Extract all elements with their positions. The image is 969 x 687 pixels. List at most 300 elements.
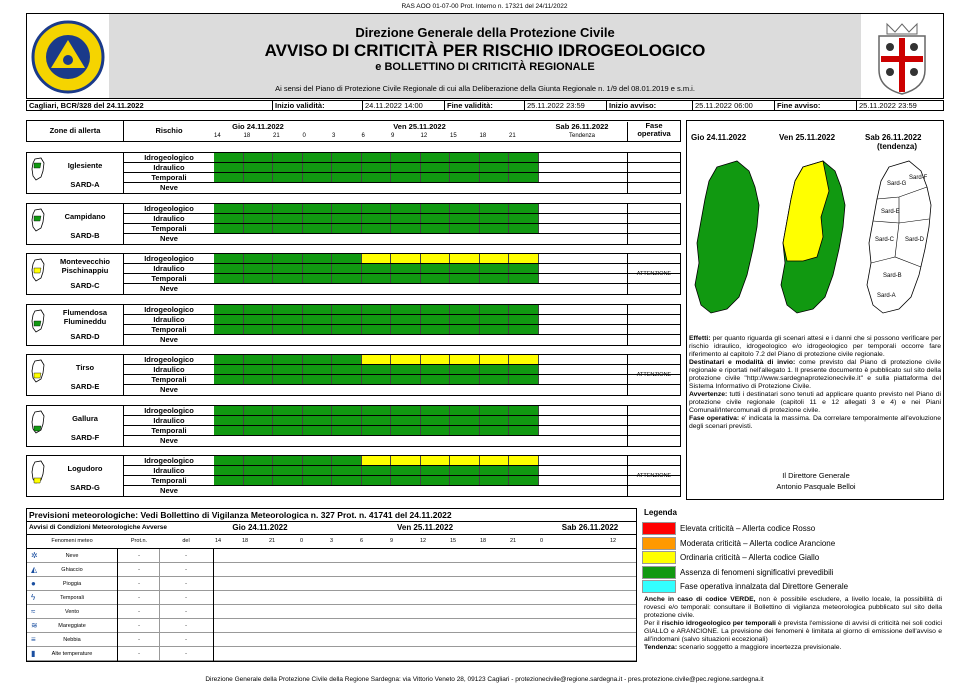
risk-row [124,284,680,294]
criticality-cell [450,476,480,485]
criticality-cell [273,305,303,314]
criticality-cell [509,365,539,374]
criticality-cell [303,254,333,263]
risk-label: Idrogeologico [144,456,194,465]
criticality-cell [273,204,303,213]
criticality-cell [450,355,480,364]
criticality-cell [273,406,303,415]
zone-sard-c [26,253,681,295]
criticality-cell [303,153,333,162]
criticality-cell [214,416,244,425]
meteo-col-del: del [182,538,190,544]
risk-label: Neve [160,334,178,344]
fase-operativa-cell [627,305,680,345]
criticality-cell [244,163,274,172]
criticality-cell [273,325,303,334]
criticality-cell [362,325,392,334]
criticality-cell [450,274,480,283]
risk-row [124,163,680,173]
criticality-cell [362,224,392,233]
meteo-prot: - [138,609,140,615]
zone-sard-f [26,405,681,447]
criticality-cell [273,163,303,172]
criticality-cell [450,416,480,425]
criticality-cell [244,406,274,415]
criticality-cell [450,315,480,324]
fase-operativa-cell [627,153,680,193]
criticality-cell [391,224,421,233]
criticality-cell [332,254,362,263]
zone-name: Logudoro [67,464,103,473]
day2-header: Ven 25.11.2022 [393,122,446,131]
risk-label: Idraulico [153,415,185,425]
criticality-cell [303,224,333,233]
criticality-cell [362,173,392,182]
meteo-phenomenon: Neve [65,553,79,559]
meteo-phenomenon-icon: ✲ [31,551,38,560]
criticality-cell [480,456,510,465]
criticality-cell [391,214,421,223]
day1-header: Gio 24.11.2022 [232,122,284,131]
note2-text: è prevista l'emissione di avvisi di criticità nei soli codici GIALLO e ARANCIONE. La previsione dei fenomeni è limitata al giorno di emissione dell'avviso e all'indomani (salvo situazioni eccezionali) [644,620,943,643]
tendenza-label: Tendenza [568,133,596,139]
meteo-table [26,508,637,662]
criticality-cell [273,416,303,425]
criticality-cell [214,406,244,415]
criticality-cell [244,315,274,324]
criticality-cell [421,264,451,273]
criticality-cell [450,204,480,213]
criticality-cell [509,315,539,324]
legend-item [642,566,944,579]
criticality-cell [214,456,244,465]
criticality-cell [214,173,244,182]
criticality-cell [303,355,333,364]
inizio-validita-value: 24.11.2022 14:00 [363,101,445,110]
zone-sard-d [26,304,681,346]
criticality-cell [362,355,392,364]
criticality-cell [332,163,362,172]
criticality-cell [480,406,510,415]
meteo-hour: 6 [360,538,364,544]
criticality-cell [332,224,362,233]
destinatari-text: come previsto dal Piano di protezione civile regionale e riportati nell'allegato 1. Il presente documento è pubblicato sul sito della protezione civile "http://www.sardegnaprotezionecivile.it" e sulla piattaforma del Sistema Informativo di Protezione Civile. [689,359,941,390]
risk-label: Temporali [151,476,187,485]
map-day1: Gio 24.11.2022 [691,133,747,142]
meteo-col-fen: Fenomeni meteo [51,538,93,544]
zone-name-cell [27,406,124,446]
criticality-cell [362,274,392,283]
criticality-cell [244,355,274,364]
criticality-cell [214,214,244,223]
criticality-cell [303,426,333,435]
criticality-cell [332,466,362,475]
zone-name: Campidano [64,211,106,221]
criticality-cell [421,476,451,485]
risk-label: Idrogeologico [144,405,194,415]
criticality-grid-header [26,120,681,142]
risk-row [124,214,680,224]
legend-swatch [642,537,676,550]
criticality-cell [450,254,480,263]
criticality-cell [480,173,510,182]
criticality-cell [362,466,392,475]
legend-title: Legenda [644,508,677,517]
map-day3: Sab 26.11.2022 [865,133,922,142]
meteo-phenomenon: Mareggiate [58,623,86,629]
criticality-cell [214,375,244,384]
zone-name: Gallura [72,413,98,423]
note1-bold: Anche in caso di codice VERDE, [644,596,756,603]
criticality-cell [214,466,244,475]
criticality-cell [480,214,510,223]
criticality-cell [214,315,244,324]
criticality-cell [303,466,333,475]
criticality-cell [391,315,421,324]
hour-label: 14 [214,133,221,139]
risk-label: Temporali [151,173,187,182]
zone-sard-g [26,455,681,497]
map-label-g: Sard-G [887,181,907,187]
risk-label: Neve [160,385,178,394]
risk-label: Idraulico [153,466,185,475]
criticality-cell [509,325,539,334]
criticality-cell [450,163,480,172]
hour-label: 18 [479,133,487,139]
meteo-phenomenon: Pioggia [62,581,82,587]
criticality-cell [450,224,480,233]
risk-row [124,173,680,183]
criticality-cell [421,416,451,425]
meteo-row [27,647,636,661]
criticality-cell [214,274,244,283]
criticality-cell [303,416,333,425]
criticality-cell [273,315,303,324]
criticality-cell [391,355,421,364]
hour-label: 21 [509,133,516,139]
meteo-prot: - [138,623,140,629]
hour-label: 18 [243,133,251,139]
risk-label: Idraulico [153,163,185,172]
meteo-title: Previsioni meteorologiche: Vedi Bollettino di Vigilanza Meteorologica n. 327 Prot. n. 41741 del 24.11.2022 [29,510,452,520]
criticality-cell [421,204,451,213]
criticality-cell [480,264,510,273]
criticality-cell [303,163,333,172]
risk-row [124,305,680,315]
col-zone: Zone di allerta [27,121,124,141]
criticality-cell [509,305,539,314]
legend [642,508,944,666]
risk-row [124,385,680,395]
risk-row [124,335,680,345]
risk-row [124,153,680,163]
inizio-avviso-value: 25.11.2022 06:00 [693,101,775,110]
criticality-cell [303,406,333,415]
criticality-cell [303,456,333,465]
note2-a: Per il [644,620,662,627]
legend-item [642,522,944,535]
map-day2: Ven 25.11.2022 [779,133,836,142]
criticality-cell [421,153,451,162]
zone-code: SARD-A [70,180,100,189]
criticality-cell [303,264,333,273]
meteo-row [27,563,636,577]
zone-name-cell [27,355,124,395]
criticality-cell [332,456,362,465]
criticality-cell [362,375,392,384]
criticality-cell [480,224,510,233]
footer: Direzione Generale della Protezione Civile della Regione Sardegna: via Vittorio Veneto 28, 09123 Cagliari - protezionecivile@regione.sardegna.it - pres.protezione.civile@pec.regione.sardegna.it [205,676,764,683]
meteo-row [27,577,636,591]
zone-sard-b [26,203,681,245]
note3-bold: Tendenza: [644,644,678,651]
legend-swatch [642,522,676,535]
legend-notes [644,596,942,652]
header [26,13,944,99]
meteo-prot: - [138,595,140,601]
criticality-cell [391,204,421,213]
meteo-hour: 21 [269,538,276,544]
criticality-cell [332,214,362,223]
criticality-cell [509,163,539,172]
criticality-cell [273,355,303,364]
criticality-cell [480,365,510,374]
criticality-cell [214,426,244,435]
fase-operativa-label: Fase operativa: [689,415,740,422]
risk-label: Idrogeologico [144,304,194,314]
criticality-cell [214,325,244,334]
meteo-del: - [185,637,187,643]
criticality-cell [303,305,333,314]
criticality-cell [450,305,480,314]
criticality-cell [244,476,274,485]
meteo-del: - [185,567,187,573]
criticality-cell [244,426,274,435]
criticality-cell [244,305,274,314]
risk-row [124,486,680,496]
criticality-cell [273,214,303,223]
criticality-cell [509,274,539,283]
criticality-cell [244,466,274,475]
meteo-del: - [185,581,187,587]
hour-label: 6 [361,133,365,139]
criticality-cell [244,254,274,263]
criticality-cell [214,355,244,364]
meteo-phenomenon-icon: ≡ [31,635,36,644]
criticality-cell [421,375,451,384]
risk-row [124,406,680,416]
criticality-cell [421,406,451,415]
legend-item [642,580,944,593]
criticality-cell [362,163,392,172]
meteo-phenomenon-icon: ● [31,579,36,588]
criticality-cell [421,173,451,182]
risk-row [124,234,680,244]
criticality-cell [273,375,303,384]
legend-item [642,551,944,564]
criticality-cell [244,416,274,425]
risk-label: Idraulico [153,264,185,273]
risk-row [124,204,680,214]
criticality-cell [509,456,539,465]
criticality-cell [273,153,303,162]
criticality-cell [303,173,333,182]
criticality-cell [421,315,451,324]
meteo-hour: 18 [480,538,487,544]
avvertenze-label: Avvertenze: [689,391,728,398]
criticality-cell [214,254,244,263]
risk-row [124,274,680,284]
meteo-hour: 14 [215,538,222,544]
criticality-cell [362,214,392,223]
meteo-row [27,633,636,647]
criticality-cell [332,476,362,485]
criticality-cell [480,416,510,425]
criticality-cell [332,204,362,213]
zone-name: Tirso [75,363,95,372]
criticality-cell [480,163,510,172]
criticality-cell [214,153,244,162]
criticality-cell [244,173,274,182]
map-day3-shape [867,161,931,313]
meteo-phenomenon-icon: ▮ [31,649,36,658]
meteo-phenomenon: Temporali [60,595,84,601]
fase-operativa-cell: ATTENZIONE [627,355,680,395]
map-label-e: Sard-E [881,209,900,215]
criticality-cell [303,375,333,384]
criticality-cell [421,214,451,223]
criticality-cell [362,476,392,485]
criticality-cell [509,355,539,364]
risk-row [124,355,680,365]
hour-label: 0 [302,133,306,139]
sardinia-maps [687,157,945,327]
meteo-phenomenon: Ghiaccio [61,567,83,573]
criticality-cell [214,224,244,233]
criticality-cell [332,416,362,425]
risk-label: Idraulico [153,213,185,223]
criticality-cell [362,315,392,324]
criticality-cell [509,406,539,415]
criticality-cell [450,264,480,273]
header-line3: e BOLLETTINO DI CRITICITÀ REGIONALE [375,61,595,73]
risk-label: Temporali [151,375,187,384]
criticality-cell [332,426,362,435]
meteo-hour: 12 [420,538,427,544]
risk-row [124,426,680,436]
criticality-cell [391,274,421,283]
criticality-cell [480,375,510,384]
meteo-row [27,549,636,563]
zone-name: Flumendosa Flumineddu [62,307,108,326]
meteo-row [27,605,636,619]
signature-name: Antonio Pasquale Belloi [776,482,856,491]
legend-swatch [642,580,676,593]
criticality-cell [273,365,303,374]
criticality-cell [244,264,274,273]
meteo-del: - [185,553,187,559]
criticality-cell [480,426,510,435]
criticality-cell [450,153,480,162]
criticality-cell [391,254,421,263]
criticality-cell [303,476,333,485]
zone-code: SARD-G [70,483,100,492]
fase-operativa-text: e' indicata la massima. Da correlare temporalmente all'evoluzione degli scenari previsti. [689,415,941,430]
meteo-phenomenon-icon: ϟ [31,593,36,602]
meteo-phenomenon: Alte temperature [51,651,93,657]
zone-name-cell [27,305,124,345]
zone-name-cell [27,153,124,193]
criticality-cell [450,456,480,465]
risk-label: Neve [160,183,178,192]
meteo-day3: Sab 26.11.2022 [561,523,619,532]
meteo-hour: 9 [390,538,394,544]
meteo-prot: - [138,581,140,587]
risk-label: Temporali [151,223,187,233]
header-line1: Direzione Generale della Protezione Civile [355,25,615,40]
note3-text: scenario soggetto a maggiore incertezza previsionale. [677,644,842,651]
signature-title: Il Direttore Generale [782,471,850,480]
criticality-cell [244,456,274,465]
risk-row [124,476,680,486]
criticality-cell [273,476,303,485]
meteo-subtitle: Avvisi di Condizioni Meteorologiche Avverse [29,524,167,531]
criticality-cell [421,466,451,475]
risk-label: Temporali [151,324,187,334]
criticality-cell [391,264,421,273]
risk-row [124,365,680,375]
criticality-cell [450,214,480,223]
criticality-cell [421,224,451,233]
criticality-cell [362,426,392,435]
criticality-cell [450,365,480,374]
criticality-cell [273,173,303,182]
criticality-cell [480,315,510,324]
criticality-cell [244,204,274,213]
criticality-cell [480,204,510,213]
criticality-cell [273,274,303,283]
criticality-cell [391,416,421,425]
meteo-prot: - [138,651,140,657]
avvertenze-text: tutti i destinatari sono tenuti ad applicare quanto previsto nel Piano di protezione civile regionale (capitoli 11 e 12 allegati 3 e 4) e nei Piani Comunali/Intercomunali di protezione civile. [689,391,941,414]
criticality-cell [214,305,244,314]
risk-label: Idraulico [153,365,185,374]
criticality-cell [391,173,421,182]
criticality-cell [303,274,333,283]
meteo-hour: 3 [330,538,334,544]
legend-label: Moderata criticità – Allerta codice Arancione [680,538,836,548]
header-title-block [109,14,861,98]
criticality-cell [362,365,392,374]
criticality-cell [421,365,451,374]
risk-label: Idraulico [153,314,185,324]
criticality-cell [214,163,244,172]
criticality-cell [421,254,451,263]
criticality-cell [332,153,362,162]
meteo-day2: Ven 25.11.2022 [396,523,454,532]
fine-avviso-label: Fine avviso: [775,101,857,110]
fine-validita-value: 25.11.2022 23:59 [525,101,607,110]
meteo-prot: - [138,553,140,559]
criticality-cell [450,406,480,415]
legend-label: Ordinaria criticità – Allerta codice Giallo [680,553,820,562]
criticality-cell [303,315,333,324]
criticality-cell [214,264,244,273]
criticality-cell [450,173,480,182]
criticality-cell [362,416,392,425]
meteo-del: - [185,595,187,601]
criticality-cell [509,173,539,182]
